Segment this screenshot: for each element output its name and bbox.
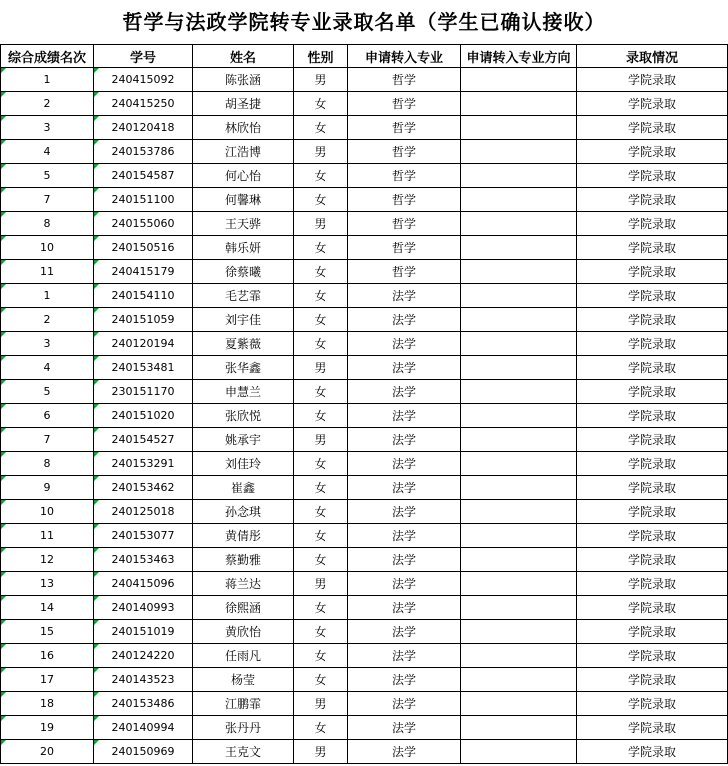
student-id-cell: 240153291 bbox=[94, 452, 193, 476]
admission-status-cell: 学院录取 bbox=[577, 644, 728, 668]
name-cell: 杨莹 bbox=[193, 668, 294, 692]
header-name: 姓名 bbox=[193, 45, 294, 68]
major-direction-cell bbox=[461, 620, 577, 644]
major-cell: 法学 bbox=[348, 500, 461, 524]
admission-status-cell: 学院录取 bbox=[577, 548, 728, 572]
name-cell: 刘宇佳 bbox=[193, 308, 294, 332]
table-row bbox=[1, 596, 728, 620]
admission-status-cell: 学院录取 bbox=[577, 332, 728, 356]
student-id-cell: 240154527 bbox=[94, 428, 193, 452]
major-direction-cell bbox=[461, 380, 577, 404]
gender-cell: 女 bbox=[294, 452, 348, 476]
student-id-cell: 240153786 bbox=[94, 140, 193, 164]
gender-cell: 女 bbox=[294, 380, 348, 404]
major-direction-cell bbox=[461, 572, 577, 596]
student-id-cell: 240415092 bbox=[94, 68, 193, 92]
table-row bbox=[1, 404, 728, 428]
student-id-cell: 240140993 bbox=[94, 596, 193, 620]
major-cell: 哲学 bbox=[348, 116, 461, 140]
major-cell: 哲学 bbox=[348, 92, 461, 116]
rank-cell: 4 bbox=[1, 140, 94, 164]
name-cell: 王天骅 bbox=[193, 212, 294, 236]
table-row bbox=[1, 284, 728, 308]
header-gender: 性别 bbox=[294, 45, 348, 68]
rank-cell: 20 bbox=[1, 740, 94, 764]
student-id-cell: 240143523 bbox=[94, 668, 193, 692]
major-cell: 法学 bbox=[348, 596, 461, 620]
student-id-cell: 240155060 bbox=[94, 212, 193, 236]
table-row bbox=[1, 692, 728, 716]
rank-cell: 2 bbox=[1, 308, 94, 332]
table-row bbox=[1, 452, 728, 476]
gender-cell: 男 bbox=[294, 356, 348, 380]
major-cell: 法学 bbox=[348, 356, 461, 380]
name-cell: 林欣怡 bbox=[193, 116, 294, 140]
major-cell: 法学 bbox=[348, 308, 461, 332]
admission-status-cell: 学院录取 bbox=[577, 428, 728, 452]
name-cell: 崔鑫 bbox=[193, 476, 294, 500]
major-direction-cell bbox=[461, 188, 577, 212]
name-cell: 黄倩彤 bbox=[193, 524, 294, 548]
admission-status-cell: 学院录取 bbox=[577, 596, 728, 620]
table-row bbox=[1, 548, 728, 572]
gender-cell: 女 bbox=[294, 284, 348, 308]
student-id-cell: 240415096 bbox=[94, 572, 193, 596]
major-cell: 法学 bbox=[348, 452, 461, 476]
name-cell: 王克文 bbox=[193, 740, 294, 764]
gender-cell: 女 bbox=[294, 236, 348, 260]
student-id-cell: 240153481 bbox=[94, 356, 193, 380]
table-row bbox=[1, 716, 728, 740]
gender-cell: 女 bbox=[294, 548, 348, 572]
admission-status-cell: 学院录取 bbox=[577, 308, 728, 332]
major-direction-cell bbox=[461, 668, 577, 692]
header-rank: 综合成绩名次 bbox=[1, 45, 94, 68]
gender-cell: 男 bbox=[294, 140, 348, 164]
student-id-cell: 240415179 bbox=[94, 260, 193, 284]
table-row bbox=[1, 500, 728, 524]
major-direction-cell bbox=[461, 140, 577, 164]
rank-cell: 7 bbox=[1, 188, 94, 212]
student-id-cell: 240150516 bbox=[94, 236, 193, 260]
major-cell: 法学 bbox=[348, 716, 461, 740]
student-id-cell: 240140994 bbox=[94, 716, 193, 740]
gender-cell: 男 bbox=[294, 572, 348, 596]
major-direction-cell bbox=[461, 212, 577, 236]
table-row bbox=[1, 644, 728, 668]
major-cell: 法学 bbox=[348, 668, 461, 692]
rank-cell: 10 bbox=[1, 236, 94, 260]
name-cell: 胡圣捷 bbox=[193, 92, 294, 116]
name-cell: 申慧兰 bbox=[193, 380, 294, 404]
admission-status-cell: 学院录取 bbox=[577, 68, 728, 92]
gender-cell: 女 bbox=[294, 668, 348, 692]
gender-cell: 女 bbox=[294, 644, 348, 668]
gender-cell: 男 bbox=[294, 740, 348, 764]
student-id-cell: 240151020 bbox=[94, 404, 193, 428]
gender-cell: 女 bbox=[294, 332, 348, 356]
admission-status-cell: 学院录取 bbox=[577, 212, 728, 236]
admission-status-cell: 学院录取 bbox=[577, 140, 728, 164]
table-body bbox=[1, 68, 728, 764]
student-id-cell: 240415250 bbox=[94, 92, 193, 116]
name-cell: 何心怡 bbox=[193, 164, 294, 188]
rank-cell: 19 bbox=[1, 716, 94, 740]
name-cell: 徐熙涵 bbox=[193, 596, 294, 620]
table-row bbox=[1, 212, 728, 236]
major-direction-cell bbox=[461, 68, 577, 92]
major-cell: 哲学 bbox=[348, 260, 461, 284]
major-direction-cell bbox=[461, 284, 577, 308]
major-cell: 法学 bbox=[348, 644, 461, 668]
rank-cell: 13 bbox=[1, 572, 94, 596]
gender-cell: 女 bbox=[294, 164, 348, 188]
major-direction-cell bbox=[461, 356, 577, 380]
major-direction-cell bbox=[461, 500, 577, 524]
admission-status-cell: 学院录取 bbox=[577, 476, 728, 500]
student-id-cell: 240125018 bbox=[94, 500, 193, 524]
major-cell: 法学 bbox=[348, 284, 461, 308]
major-direction-cell bbox=[461, 308, 577, 332]
admission-status-cell: 学院录取 bbox=[577, 236, 728, 260]
student-id-cell: 240150969 bbox=[94, 740, 193, 764]
header-major: 申请转入专业 bbox=[348, 45, 461, 68]
name-cell: 徐蔡曦 bbox=[193, 260, 294, 284]
major-cell: 哲学 bbox=[348, 236, 461, 260]
gender-cell: 女 bbox=[294, 524, 348, 548]
admission-status-cell: 学院录取 bbox=[577, 164, 728, 188]
major-direction-cell bbox=[461, 692, 577, 716]
rank-cell: 3 bbox=[1, 116, 94, 140]
name-cell: 陈张涵 bbox=[193, 68, 294, 92]
name-cell: 姚承宇 bbox=[193, 428, 294, 452]
table-row bbox=[1, 524, 728, 548]
document-title: 哲学与法政学院转专业录取名单（学生已确认接收） bbox=[122, 10, 606, 34]
rank-cell: 17 bbox=[1, 668, 94, 692]
major-cell: 哲学 bbox=[348, 140, 461, 164]
header-row bbox=[1, 45, 728, 68]
rank-cell: 8 bbox=[1, 212, 94, 236]
major-cell: 法学 bbox=[348, 332, 461, 356]
table-row bbox=[1, 140, 728, 164]
gender-cell: 女 bbox=[294, 308, 348, 332]
major-direction-cell bbox=[461, 452, 577, 476]
gender-cell: 男 bbox=[294, 68, 348, 92]
rank-cell: 7 bbox=[1, 428, 94, 452]
admission-status-cell: 学院录取 bbox=[577, 524, 728, 548]
student-id-cell: 240124220 bbox=[94, 644, 193, 668]
name-cell: 韩乐妍 bbox=[193, 236, 294, 260]
gender-cell: 女 bbox=[294, 92, 348, 116]
major-direction-cell bbox=[461, 476, 577, 500]
major-cell: 哲学 bbox=[348, 212, 461, 236]
name-cell: 孙念琪 bbox=[193, 500, 294, 524]
major-cell: 哲学 bbox=[348, 164, 461, 188]
major-cell: 法学 bbox=[348, 740, 461, 764]
table-row bbox=[1, 740, 728, 764]
name-cell: 张华鑫 bbox=[193, 356, 294, 380]
rank-cell: 18 bbox=[1, 692, 94, 716]
rank-cell: 12 bbox=[1, 548, 94, 572]
student-id-cell: 240151059 bbox=[94, 308, 193, 332]
name-cell: 江浩博 bbox=[193, 140, 294, 164]
student-id-cell: 240153486 bbox=[94, 692, 193, 716]
table-row bbox=[1, 620, 728, 644]
rank-cell: 11 bbox=[1, 260, 94, 284]
admission-status-cell: 学院录取 bbox=[577, 668, 728, 692]
student-id-cell: 230151170 bbox=[94, 380, 193, 404]
name-cell: 何馨琳 bbox=[193, 188, 294, 212]
name-cell: 刘佳玲 bbox=[193, 452, 294, 476]
rank-cell: 5 bbox=[1, 380, 94, 404]
gender-cell: 女 bbox=[294, 116, 348, 140]
student-id-cell: 240154587 bbox=[94, 164, 193, 188]
major-direction-cell bbox=[461, 332, 577, 356]
name-cell: 毛艺霏 bbox=[193, 284, 294, 308]
rank-cell: 5 bbox=[1, 164, 94, 188]
major-cell: 法学 bbox=[348, 404, 461, 428]
rank-cell: 3 bbox=[1, 332, 94, 356]
name-cell: 蔡勤雅 bbox=[193, 548, 294, 572]
rank-cell: 1 bbox=[1, 284, 94, 308]
major-cell: 法学 bbox=[348, 380, 461, 404]
table-row bbox=[1, 260, 728, 284]
rank-cell: 11 bbox=[1, 524, 94, 548]
table-row bbox=[1, 164, 728, 188]
admission-status-cell: 学院录取 bbox=[577, 380, 728, 404]
gender-cell: 女 bbox=[294, 476, 348, 500]
name-cell: 蒋兰达 bbox=[193, 572, 294, 596]
gender-cell: 女 bbox=[294, 188, 348, 212]
major-direction-cell bbox=[461, 548, 577, 572]
major-direction-cell bbox=[461, 260, 577, 284]
table-row bbox=[1, 116, 728, 140]
major-direction-cell bbox=[461, 596, 577, 620]
rank-cell: 6 bbox=[1, 404, 94, 428]
major-cell: 哲学 bbox=[348, 68, 461, 92]
student-id-cell: 240120194 bbox=[94, 332, 193, 356]
name-cell: 张丹丹 bbox=[193, 716, 294, 740]
table-row bbox=[1, 572, 728, 596]
header-major-direction: 申请转入专业方向 bbox=[461, 45, 577, 68]
major-cell: 法学 bbox=[348, 620, 461, 644]
admission-status-cell: 学院录取 bbox=[577, 284, 728, 308]
table-row bbox=[1, 476, 728, 500]
student-id-cell: 240120418 bbox=[94, 116, 193, 140]
table-row bbox=[1, 236, 728, 260]
rank-cell: 4 bbox=[1, 356, 94, 380]
rank-cell: 15 bbox=[1, 620, 94, 644]
table-row bbox=[1, 188, 728, 212]
gender-cell: 男 bbox=[294, 428, 348, 452]
major-direction-cell bbox=[461, 524, 577, 548]
student-id-cell: 240151019 bbox=[94, 620, 193, 644]
name-cell: 江鹏霏 bbox=[193, 692, 294, 716]
rank-cell: 8 bbox=[1, 452, 94, 476]
major-direction-cell bbox=[461, 92, 577, 116]
admission-status-cell: 学院录取 bbox=[577, 620, 728, 644]
table-row bbox=[1, 92, 728, 116]
student-id-cell: 240153462 bbox=[94, 476, 193, 500]
admission-status-cell: 学院录取 bbox=[577, 572, 728, 596]
table-row bbox=[1, 68, 728, 92]
gender-cell: 男 bbox=[294, 692, 348, 716]
rank-cell: 16 bbox=[1, 644, 94, 668]
major-direction-cell bbox=[461, 164, 577, 188]
major-direction-cell bbox=[461, 740, 577, 764]
table-row bbox=[1, 356, 728, 380]
admission-table bbox=[0, 44, 728, 764]
student-id-cell: 240154110 bbox=[94, 284, 193, 308]
admission-status-cell: 学院录取 bbox=[577, 716, 728, 740]
admission-status-cell: 学院录取 bbox=[577, 452, 728, 476]
table-row bbox=[1, 668, 728, 692]
major-cell: 法学 bbox=[348, 548, 461, 572]
major-cell: 法学 bbox=[348, 524, 461, 548]
major-cell: 法学 bbox=[348, 428, 461, 452]
gender-cell: 女 bbox=[294, 716, 348, 740]
major-cell: 法学 bbox=[348, 476, 461, 500]
admission-status-cell: 学院录取 bbox=[577, 92, 728, 116]
table-row bbox=[1, 308, 728, 332]
gender-cell: 女 bbox=[294, 500, 348, 524]
student-id-cell: 240153463 bbox=[94, 548, 193, 572]
gender-cell: 女 bbox=[294, 596, 348, 620]
rank-cell: 2 bbox=[1, 92, 94, 116]
major-cell: 法学 bbox=[348, 692, 461, 716]
major-direction-cell bbox=[461, 428, 577, 452]
name-cell: 任雨凡 bbox=[193, 644, 294, 668]
student-id-cell: 240153077 bbox=[94, 524, 193, 548]
admission-status-cell: 学院录取 bbox=[577, 404, 728, 428]
major-direction-cell bbox=[461, 716, 577, 740]
header-admission-status: 录取情况 bbox=[577, 45, 728, 68]
admission-status-cell: 学院录取 bbox=[577, 740, 728, 764]
rank-cell: 10 bbox=[1, 500, 94, 524]
admission-status-cell: 学院录取 bbox=[577, 260, 728, 284]
major-cell: 哲学 bbox=[348, 188, 461, 212]
header-student-id: 学号 bbox=[94, 45, 193, 68]
major-direction-cell bbox=[461, 404, 577, 428]
table-row bbox=[1, 428, 728, 452]
admission-status-cell: 学院录取 bbox=[577, 356, 728, 380]
gender-cell: 女 bbox=[294, 404, 348, 428]
major-direction-cell bbox=[461, 116, 577, 140]
admission-status-cell: 学院录取 bbox=[577, 500, 728, 524]
admission-status-cell: 学院录取 bbox=[577, 188, 728, 212]
name-cell: 黄欣怡 bbox=[193, 620, 294, 644]
rank-cell: 1 bbox=[1, 68, 94, 92]
rank-cell: 9 bbox=[1, 476, 94, 500]
student-id-cell: 240151100 bbox=[94, 188, 193, 212]
gender-cell: 男 bbox=[294, 212, 348, 236]
major-direction-cell bbox=[461, 644, 577, 668]
gender-cell: 女 bbox=[294, 620, 348, 644]
admission-status-cell: 学院录取 bbox=[577, 692, 728, 716]
name-cell: 张欣悦 bbox=[193, 404, 294, 428]
major-direction-cell bbox=[461, 236, 577, 260]
gender-cell: 女 bbox=[294, 260, 348, 284]
table-row bbox=[1, 380, 728, 404]
major-cell: 法学 bbox=[348, 572, 461, 596]
table-row bbox=[1, 332, 728, 356]
admission-status-cell: 学院录取 bbox=[577, 116, 728, 140]
rank-cell: 14 bbox=[1, 596, 94, 620]
name-cell: 夏紫薇 bbox=[193, 332, 294, 356]
